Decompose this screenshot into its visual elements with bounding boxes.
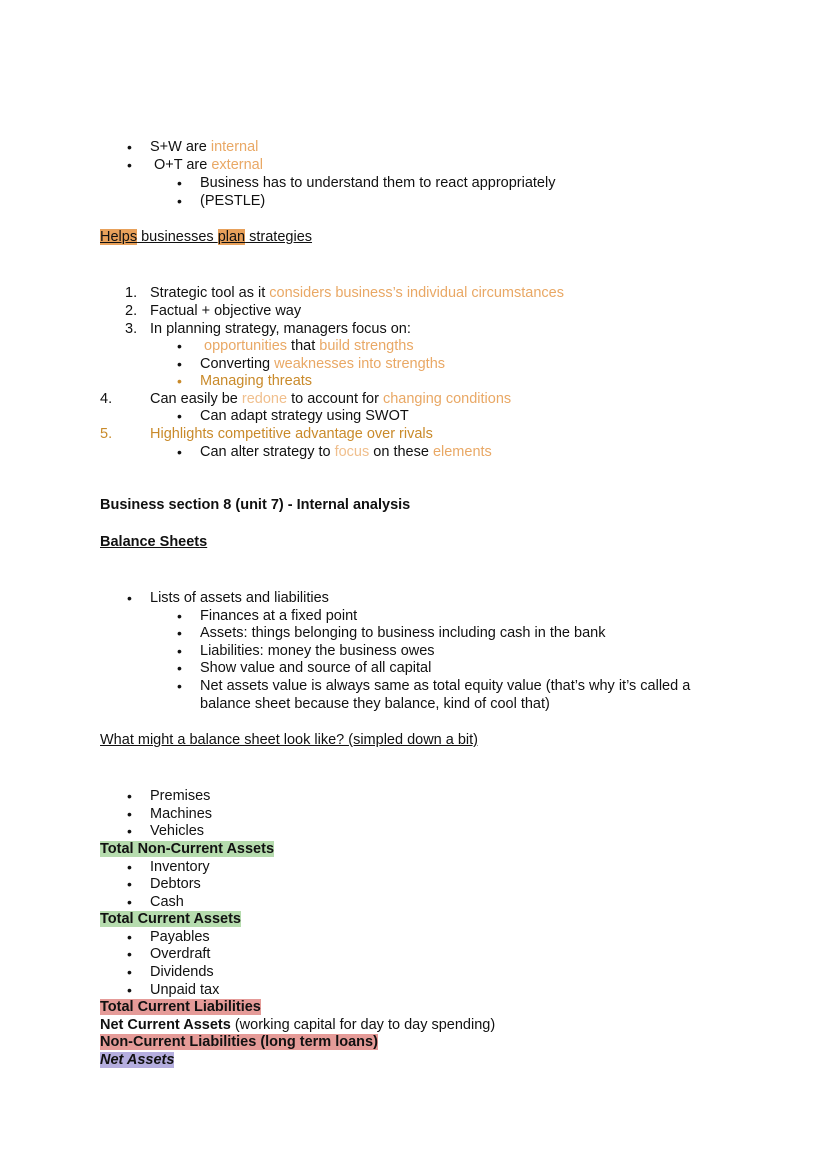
ot-line: O+T are external	[154, 157, 263, 173]
sheet-item: Unpaid tax	[150, 982, 220, 998]
total-current-liabilities: Total Current Liabilities	[100, 999, 261, 1015]
balance-sub-item: Net assets value is always same as total equity value (that’s why it’s called a	[200, 678, 691, 694]
bullet-dot: •	[127, 590, 132, 606]
balance-example-heading: What might a balance sheet look like? (simpled down a bit)	[100, 732, 478, 748]
numbered-item-3: In planning strategy, managers focus on:	[150, 321, 411, 337]
sheet-item: Payables	[150, 929, 210, 945]
bullet-dot: •	[127, 964, 132, 980]
bullet-dot: •	[127, 946, 132, 962]
bullet-dot: •	[127, 806, 132, 822]
numbered-item-4: Can easily be redone to account for changing conditions	[150, 391, 512, 407]
list-number: 5.	[100, 426, 113, 442]
balance-sub-item: Show value and source of all capital	[200, 660, 432, 676]
balance-sub-item-continued: balance sheet because they balance, kind of cool that)	[200, 696, 550, 712]
numbered-item-3c: Managing threats	[200, 373, 313, 389]
bullet-dot: •	[127, 859, 132, 875]
bullet-dot: •	[127, 929, 132, 945]
numbered-item-5a: Can alter strategy to focus on these elements	[200, 444, 492, 460]
sheet-item: Overdraft	[150, 946, 211, 962]
list-number: 2.	[125, 303, 138, 319]
balance-main-item: Lists of assets and liabilities	[150, 590, 329, 606]
sw-line: S+W are internal	[150, 139, 259, 155]
sheet-item: Machines	[150, 806, 213, 822]
numbered-item-4a: Can adapt strategy using SWOT	[200, 408, 409, 424]
sheet-item: Premises	[150, 788, 211, 804]
noncurrent-liabilities: Non-Current Liabilities (long term loans)	[100, 1034, 378, 1050]
helps-heading: Helps businesses plan strategies	[100, 229, 313, 245]
bullet-dot: •	[127, 139, 132, 155]
balance-sub-item: Liabilities: money the business owes	[200, 643, 435, 659]
bullet-dot: •	[177, 373, 182, 389]
sheet-item: Dividends	[150, 964, 214, 980]
bullet-dot: •	[177, 444, 182, 460]
sheet-item: Inventory	[150, 859, 210, 875]
net-assets: Net Assets	[100, 1052, 175, 1068]
balance-heading: Balance Sheets	[100, 534, 208, 550]
bullet-dot: •	[177, 338, 182, 354]
net-current-assets: Net Current Assets (working capital for day to day spending)	[100, 1017, 496, 1033]
list-number: 1.	[125, 285, 138, 301]
sw-highlight: internal	[210, 139, 259, 155]
balance-sub-item: Finances at a fixed point	[200, 608, 358, 624]
balance-sub-item: Assets: things belonging to business including cash in the bank	[200, 625, 606, 641]
list-number: 4.	[100, 391, 113, 407]
bullet-dot: •	[127, 894, 132, 910]
sheet-item: Debtors	[150, 876, 201, 892]
numbered-item-2: Factual + objective way	[150, 303, 302, 319]
ot-highlight: external	[211, 157, 263, 173]
sheet-item: Vehicles	[150, 823, 205, 839]
swot-sub-1: Business has to understand them to react appropriately	[200, 175, 556, 191]
bullet-dot: •	[177, 678, 182, 694]
bullet-dot: •	[127, 788, 132, 804]
sheet-item: Cash	[150, 894, 184, 910]
bullet-dot: •	[177, 175, 182, 191]
numbered-item-5: Highlights competitive advantage over rivals	[150, 426, 433, 442]
bullet-dot: •	[127, 876, 132, 892]
bullet-dot: •	[127, 982, 132, 998]
bullet-dot: •	[177, 408, 182, 424]
swot-sub-2: (PESTLE)	[200, 193, 266, 209]
numbered-item-3a: opportunities that build strengths	[204, 338, 414, 354]
total-noncurrent-assets: Total Non-Current Assets	[100, 841, 275, 857]
bullet-dot: •	[127, 823, 132, 839]
bullet-dot: •	[177, 608, 182, 624]
numbered-item-1: Strategic tool as it considers business’s individual circumstances	[150, 285, 564, 301]
bullet-dot: •	[177, 625, 182, 641]
section-title: Business section 8 (unit 7) - Internal analysis	[100, 497, 411, 513]
bullet-dot: •	[177, 643, 182, 659]
numbered-item-3b: Converting weaknesses into strengths	[200, 356, 446, 372]
bullet-dot: •	[127, 157, 132, 173]
bullet-dot: •	[177, 356, 182, 372]
list-number: 3.	[125, 321, 138, 337]
bullet-dot: •	[177, 660, 182, 676]
total-current-assets: Total Current Assets	[100, 911, 241, 927]
bullet-dot: •	[177, 193, 182, 209]
